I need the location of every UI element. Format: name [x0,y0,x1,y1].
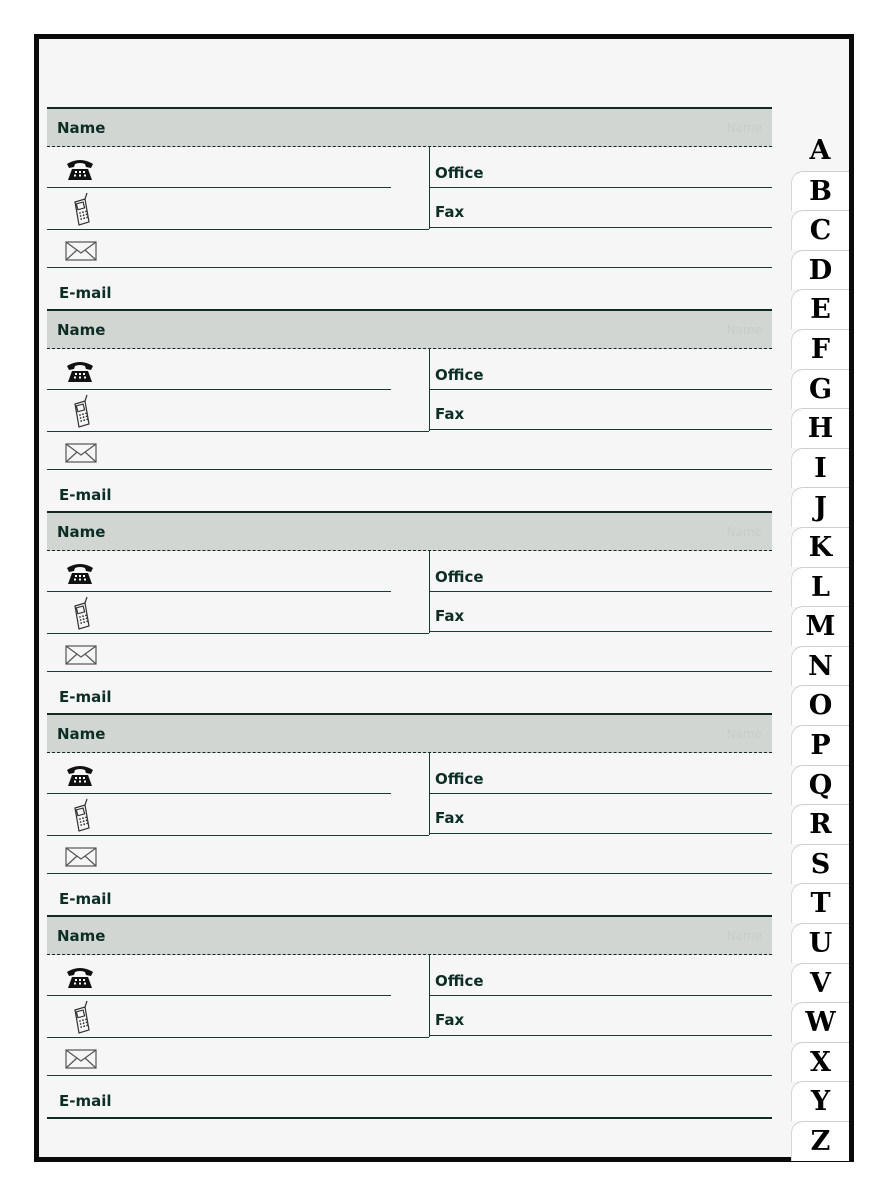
mobile-phone-icon [67,1000,95,1036]
envelope-icon [65,1048,97,1070]
address-entry [47,915,772,1117]
fax-label: Fax [435,405,465,423]
index-tab-s[interactable]: S [791,844,849,884]
fax-field-line [429,631,772,632]
phone-field-line [47,591,391,592]
envelope-icon [65,846,97,868]
name-label: Name [57,725,106,743]
index-tab-p[interactable]: P [791,725,849,765]
column-divider [429,349,430,431]
index-tab-t[interactable]: T [791,883,849,923]
name-watermark: Name [726,929,762,943]
alphabet-index-tabs [791,131,849,1161]
index-tab-y[interactable]: Y [791,1081,849,1121]
mobile-phone-icon [67,798,95,834]
index-tab-u[interactable]: U [791,923,849,963]
mail-field-line [47,267,772,268]
index-tab-b[interactable]: B [791,171,849,211]
index-tab-c[interactable]: C [791,210,849,250]
office-field-line [429,591,772,592]
phone-field-line [47,995,391,996]
address-book-page [34,34,854,1162]
fax-field-line [429,227,772,228]
index-tab-j[interactable]: J [791,487,849,527]
name-label: Name [57,523,106,541]
fax-label: Fax [435,203,465,221]
telephone-icon [65,155,95,183]
index-tab-g[interactable]: G [791,369,849,409]
name-label: Name [57,927,106,945]
envelope-icon [65,240,97,262]
office-label: Office [435,366,484,384]
mobile-field-line [47,835,429,836]
name-field[interactable] [47,917,772,955]
telephone-icon [65,761,95,789]
office-label: Office [435,164,484,182]
telephone-icon [65,357,95,385]
office-label: Office [435,770,484,788]
fax-field-line [429,429,772,430]
mail-field-line [47,1075,772,1076]
index-tab-d[interactable]: D [791,250,849,290]
mobile-phone-icon [67,394,95,430]
column-divider [429,955,430,1037]
name-watermark: Name [726,727,762,741]
index-tab-a[interactable]: A [809,135,831,166]
index-tab-l[interactable]: L [791,567,849,607]
fax-label: Fax [435,1011,465,1029]
mail-field-line [47,873,772,874]
telephone-icon [65,559,95,587]
name-field[interactable] [47,311,772,349]
email-label: E-mail [59,486,112,504]
name-watermark: Name [726,121,762,135]
mail-field-line [47,671,772,672]
mobile-field-line [47,633,429,634]
address-entry [47,309,772,511]
fax-label: Fax [435,809,465,827]
mobile-field-line [47,229,429,230]
mobile-phone-icon [67,192,95,228]
mobile-field-line [47,1037,429,1038]
index-tab-x[interactable]: X [791,1042,849,1082]
name-label: Name [57,321,106,339]
index-tab-z[interactable]: Z [791,1121,849,1161]
phone-field-line [47,187,391,188]
name-field[interactable] [47,109,772,147]
office-field-line [429,995,772,996]
phone-field-line [47,389,391,390]
address-entry [47,713,772,915]
address-entry [47,511,772,713]
email-label: E-mail [59,688,112,706]
index-tab-h[interactable]: H [791,408,849,448]
office-field-line [429,793,772,794]
envelope-icon [65,644,97,666]
name-watermark: Name [726,525,762,539]
index-tab-r[interactable]: R [791,804,849,844]
index-tab-o[interactable]: O [791,685,849,725]
name-watermark: Name [726,323,762,337]
office-field-line [429,389,772,390]
office-field-line [429,187,772,188]
fax-label: Fax [435,607,465,625]
mobile-field-line [47,431,429,432]
address-entry [47,107,772,309]
office-label: Office [435,568,484,586]
index-tab-k[interactable]: K [791,527,849,567]
index-tab-f[interactable]: F [791,329,849,369]
email-label: E-mail [59,890,112,908]
column-divider [429,753,430,835]
index-tab-e[interactable]: E [791,289,849,329]
fax-field-line [429,1035,772,1036]
index-tab-q[interactable]: Q [791,765,849,805]
name-field[interactable] [47,715,772,753]
telephone-icon [65,963,95,991]
column-divider [429,551,430,633]
column-divider [429,147,430,229]
mobile-phone-icon [67,596,95,632]
name-label: Name [57,119,106,137]
email-label: E-mail [59,284,112,302]
page-bottom-rule [47,1117,772,1119]
envelope-icon [65,442,97,464]
index-tab-m[interactable]: M [791,606,849,646]
index-tab-i[interactable]: I [791,448,849,488]
entries-list [47,107,772,1119]
index-tab-v[interactable]: V [791,963,849,1003]
office-label: Office [435,972,484,990]
index-tab-w[interactable]: W [791,1002,849,1042]
fax-field-line [429,833,772,834]
index-tab-n[interactable]: N [791,646,849,686]
email-label: E-mail [59,1092,112,1110]
phone-field-line [47,793,391,794]
name-field[interactable] [47,513,772,551]
mail-field-line [47,469,772,470]
